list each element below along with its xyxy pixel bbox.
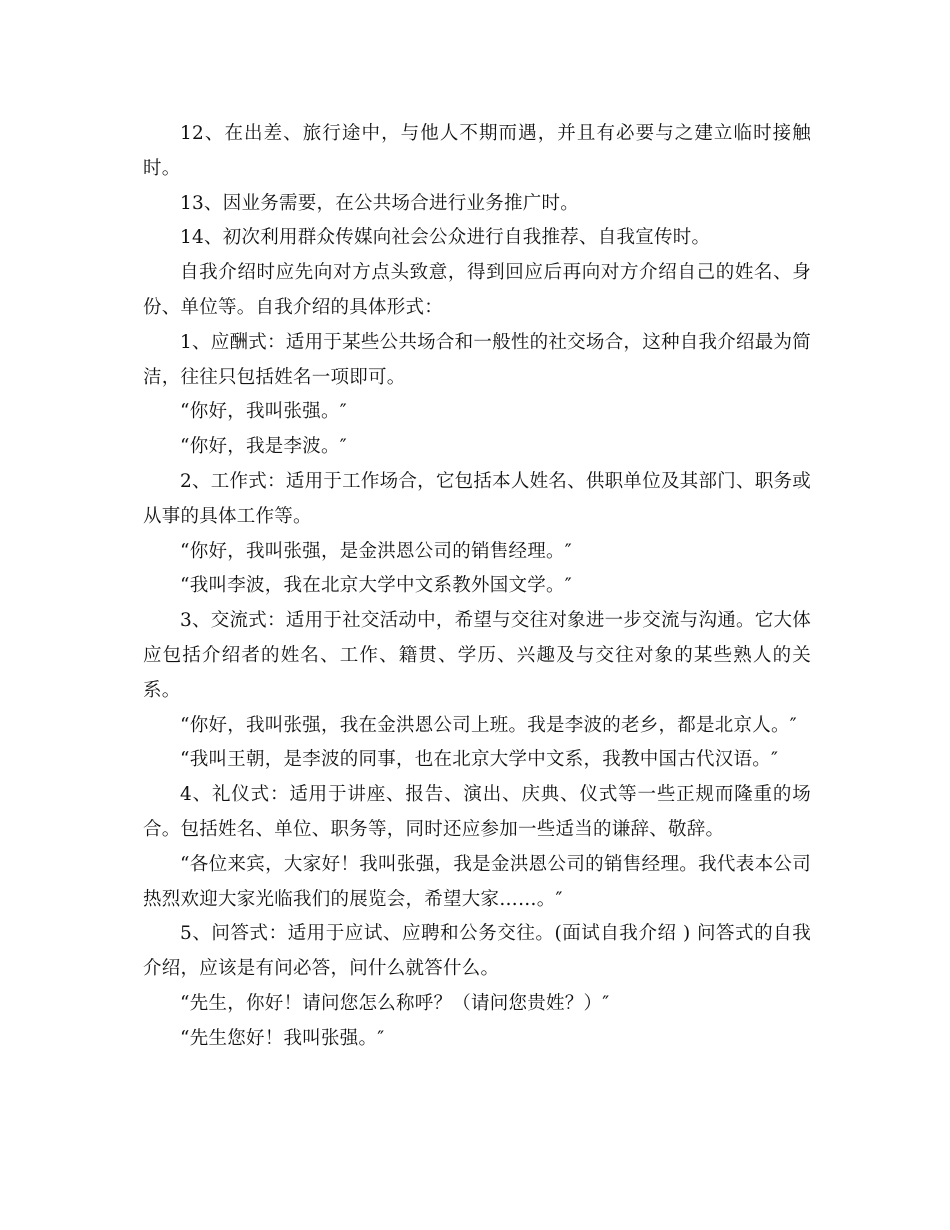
paragraph-occasion-14: 14、初次利用群众传媒向社会公众进行自我推荐、自我宣传时。 xyxy=(180,227,711,249)
paragraph-example-quote: “你好，我叫张强，我在金洪恩公司上班。我是李波的老乡，都是北京人。″ xyxy=(180,714,797,736)
paragraph-form-5-qa: 5、问答式：适用于应试、应聘和公务交往。(面试自我介绍 ) 问答式的自我介绍，应该是有问必答，问什么就答什么。 xyxy=(143,923,811,980)
paragraph-example-quote: “你好，我是李波。″ xyxy=(180,436,347,458)
paragraph-example-quote: “先生您好！我叫张强。″ xyxy=(180,1027,385,1049)
paragraph-form-2-work: 2、工作式：适用于工作场合，它包括本人姓名、供职单位及其部门、职务或从事的具体工作等。 xyxy=(143,470,811,527)
paragraph-occasion-12: 12、在出差、旅行途中，与他人不期而遇，并且有必要与之建立临时接触时。 xyxy=(143,123,811,179)
paragraph-example-quote: “先生，你好！请问您怎么称呼？（请问您贵姓？）″ xyxy=(180,992,610,1014)
document-body xyxy=(143,117,811,1057)
paragraph-example-quote: “各位来宾，大家好！我叫张强，我是金洪恩公司的销售经理。我代表本公司热烈欢迎大家光临我们的展览会，希望大家……。″ xyxy=(143,853,811,910)
paragraph-example-quote: “你好，我叫张强，是金洪恩公司的销售经理。″ xyxy=(180,540,572,562)
paragraph-example-quote: “我叫王朝，是李波的同事，也在北京大学中文系，我教中国古代汉语。″ xyxy=(180,749,779,771)
paragraph-example-quote: “你好，我叫张强。″ xyxy=(180,401,347,423)
paragraph-example-quote: “我叫李波，我在北京大学中文系教外国文学。″ xyxy=(180,575,572,597)
paragraph-form-1-social: 1、应酬式：适用于某些公共场合和一般性的社交场合，这种自我介绍最为简洁，往往只包括姓名一项即可。 xyxy=(143,331,811,388)
paragraph-occasion-13: 13、因业务需要，在公共场合进行业务推广时。 xyxy=(180,192,580,214)
paragraph-form-4-ceremonial: 4、礼仪式：适用于讲座、报告、演出、庆典、仪式等一些正规而隆重的场合。包括姓名、单位、职务等，同时还应参加一些适当的谦辞、敬辞。 xyxy=(143,784,811,840)
paragraph-intro-etiquette: 自我介绍时应先向对方点头致意，得到回应后再向对方介绍自己的姓名、身份、单位等。自我介绍的具体形式： xyxy=(143,262,811,318)
paragraph-form-3-exchange: 3、交流式：适用于社交活动中，希望与交往对象进一步交流与沟通。它大体应包括介绍者的姓名、工作、籍贯、学历、兴趣及与交往对象的某些熟人的关系。 xyxy=(143,610,811,701)
